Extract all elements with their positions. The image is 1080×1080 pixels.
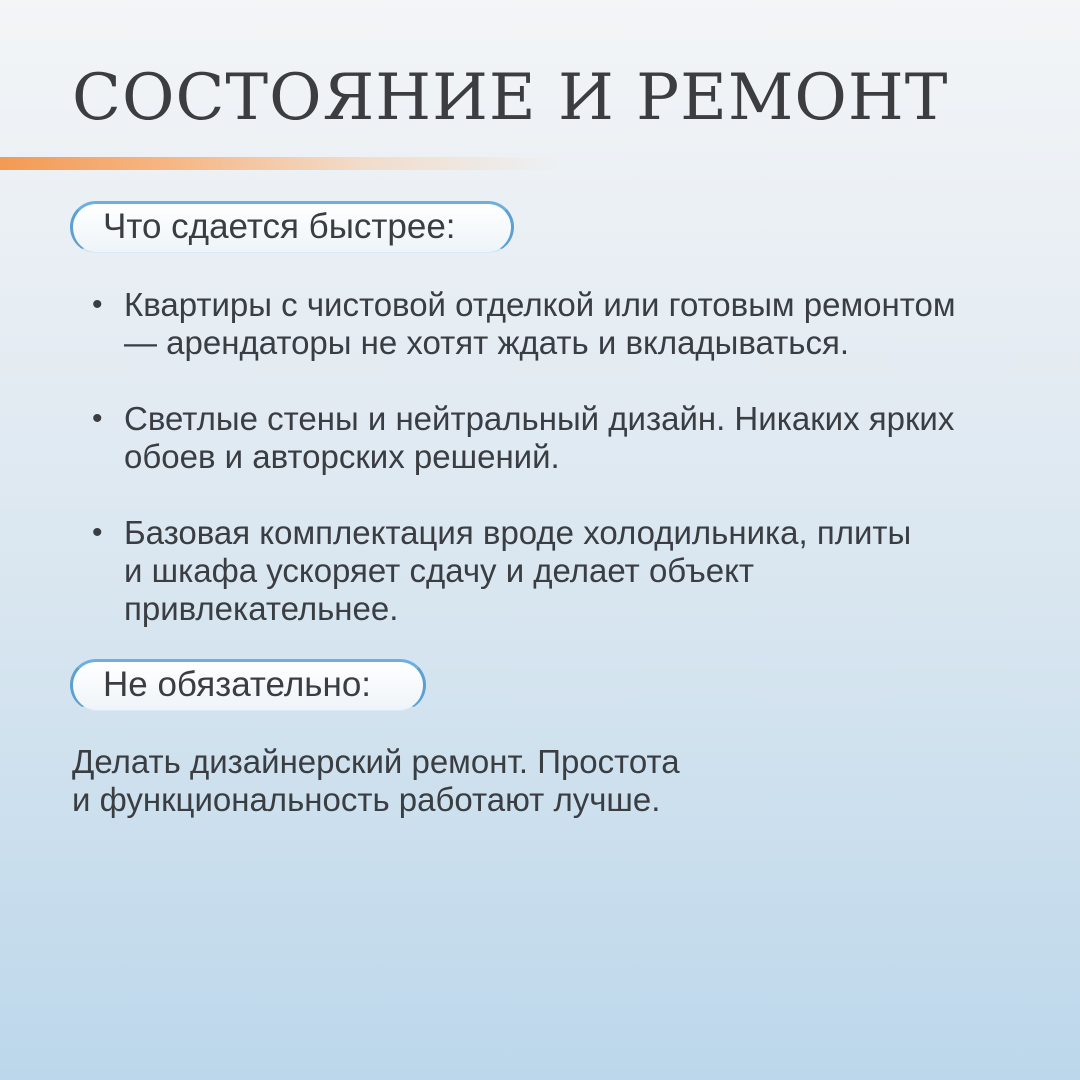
bullet-dot-icon: •	[92, 516, 103, 549]
section-label-optional: Не обязательно:	[70, 659, 426, 711]
list-item-text-line: Базовая комплектация вроде холодильника, плиты	[124, 514, 912, 551]
fast-rent-list	[88, 286, 1048, 628]
list-item-text-line: — арендаторы не хотят ждать и вкладываться.	[124, 324, 850, 361]
accent-divider	[0, 157, 560, 170]
list-item	[88, 514, 1048, 628]
bullet-dot-icon: •	[92, 288, 103, 321]
list-item-text-line: и шкафа ускоряет сдачу и делает объект	[124, 552, 755, 589]
bullet-dot-icon: •	[92, 402, 103, 435]
optional-paragraph	[72, 743, 680, 819]
list-item	[88, 286, 1048, 362]
list-item-text-line: Квартиры с чистовой отделкой или готовым ремонтом	[124, 286, 956, 323]
list-item-text-line: Светлые стены и нейтральный дизайн. Никаких ярких	[124, 400, 955, 437]
list-item-text-line: привлекательнее.	[124, 590, 399, 627]
section-label-fast: Что сдается быстрее:	[70, 201, 514, 253]
list-item	[88, 400, 1048, 476]
paragraph-line: и функциональность работают лучше.	[72, 781, 661, 818]
paragraph-line: Делать дизайнерский ремонт. Простота	[72, 743, 680, 780]
page-title: СОСТОЯНИЕ И РЕМОНТ	[72, 61, 949, 135]
list-item-text-line: обоев и авторских решений.	[124, 438, 560, 475]
